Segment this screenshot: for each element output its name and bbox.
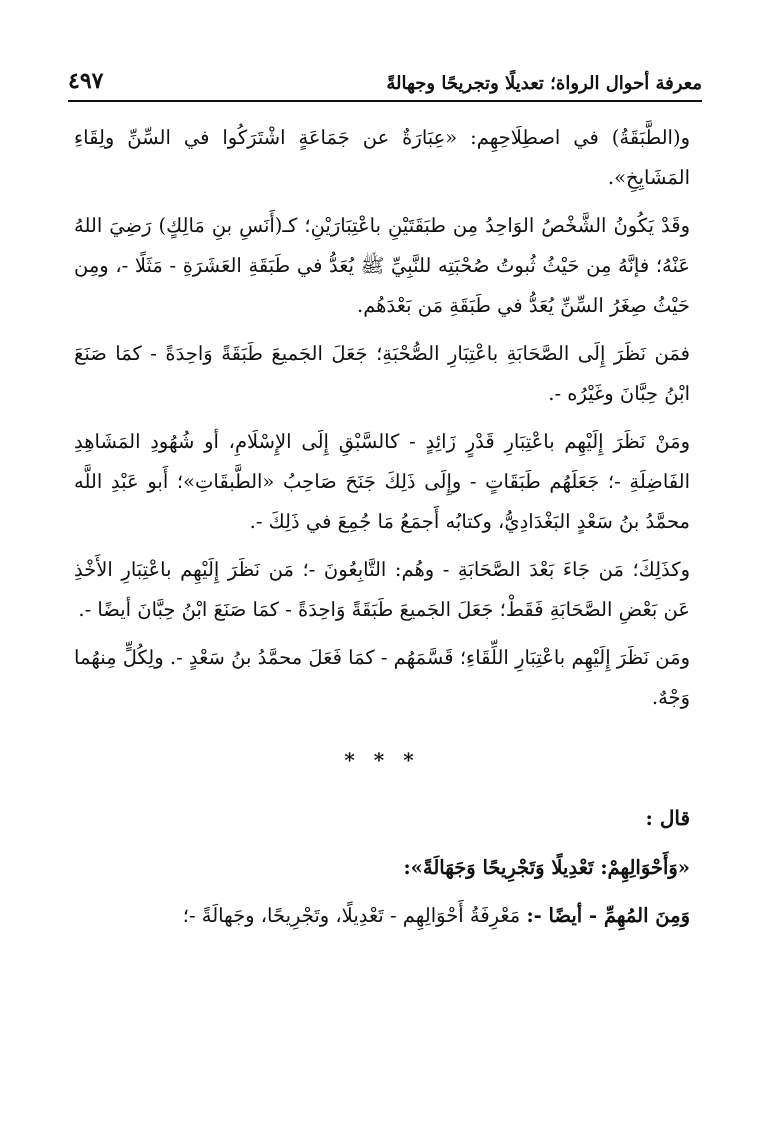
- paragraph-sahaba-layers: ومَنْ نَظَرَ إِلَيْهِم باعْتِبَارِ قَدْرٍ زَائِدٍ - كالسَّبْقِ إِلَى الإِسْلَامِ، أو شُهُودِ المَشَاهِدِ الفَاضِلَةِ -؛ جَعَلَهُم طَبَقَاتٍ - وإِلَى ذَلِكَ جَنَحَ صَاحِبُ «الطَّبقَاتِ»؛ أَبو عَبْدِ اللَّه محمَّدُ بنُ سَعْدٍ البَغْدَادِيُّ، وكتابُه أَجمَعُ مَا جُمِعَ في ذَلِكَ -.: [74, 430, 690, 533]
- paragraph-ahwal: [74, 896, 690, 936]
- paragraph-sahaba-one-layer: فمَن نَظَرَ إِلَى الصَّحَابَةِ باعْتِبَارِ الصُّحْبَةِ؛ جَعَلَ الجَميعَ طَبَقَةً وَاحِدَةً - كمَا صَنَعَ ابْنُ حِبَّانَ وغَيْرُه -.: [74, 342, 690, 405]
- page-header: [68, 60, 702, 102]
- paragraph-lead: وَمِنَ المُهِمِّ - أيضًا -:: [526, 904, 690, 927]
- section-separator: * * *: [344, 748, 420, 772]
- paragraph-anas-example: وقَدْ يَكُونُ الشَّخْصُ الوَاحِدُ مِن طبَقَتَيْنِ باعْتِبَارَيْنِ؛ كـ(أَنَسِ بنِ مَالِكٍ) رَضِيَ اللهُ عَنْهُ؛ فإنَّهُ مِن حَيْثُ ثُبوتُ صُحْبَتِه للنَّبِيِّ ﷺ يُعَدُّ في طَبَقَةِ العَشَرَةِ - مَثَلًا -، ومِن حَيْثُ صِغَرُ السِّنِّ يُعَدُّ في طَبَقَةِ مَن بَعْدَهُم.: [74, 214, 690, 317]
- paragraph-tabieen: وكذَلِكَ؛ مَن جَاءَ بَعْدَ الصَّحَابَةِ - وهُم: التَّابِعُونَ -؛ مَن نَظَرَ إِلَيْهِم باعْتِبَارِ الأَخْذِ عَن بَعْضِ الصَّحَابَةِ فَقَطْ؛ جَعَلَ الجَميعَ طَبَقَةً وَاحِدَةً - كمَا صَنَعَ ابْنُ حِبَّانَ أيضًا -.: [74, 558, 690, 621]
- paragraph-rest: مَعْرِفَةُ أَحْوَالِهِم - تَعْدِيلًا، وتَجْرِيحًا، وجَهالَةً -؛: [182, 904, 527, 927]
- page-body: [74, 118, 690, 944]
- paragraph-tabaqa-definition: و(الطَّبَقَةُ) في اصطِلَاحِهِم: «عِبَارَةٌ عن جَمَاعَةٍ اشْتَرَكُوا في السِّنِّ ولِقَاءِ المَشَايِخِ».: [74, 126, 690, 189]
- page-number: ٤٩٧: [68, 68, 104, 94]
- running-head: معرفة أحوال الرواة؛ تعديلًا وتجريحًا وجهالةً: [386, 73, 702, 94]
- qal-label: قال :: [645, 806, 690, 830]
- paragraph-liqaa: ومَن نَظَرَ إِلَيْهِم باعْتِبَارِ اللِّقَاءِ؛ قَسَّمَهُم - كمَا فَعَلَ محمَّدُ بنُ سَعْدٍ -. ولِكُلٍّ مِنهُما وَجْهٌ.: [74, 646, 690, 709]
- matn-quote: «وَأَحْوَالِهِمْ: تَعْدِيلًا وَتَجْرِيحًا وَجَهَالَةً»:: [403, 856, 690, 879]
